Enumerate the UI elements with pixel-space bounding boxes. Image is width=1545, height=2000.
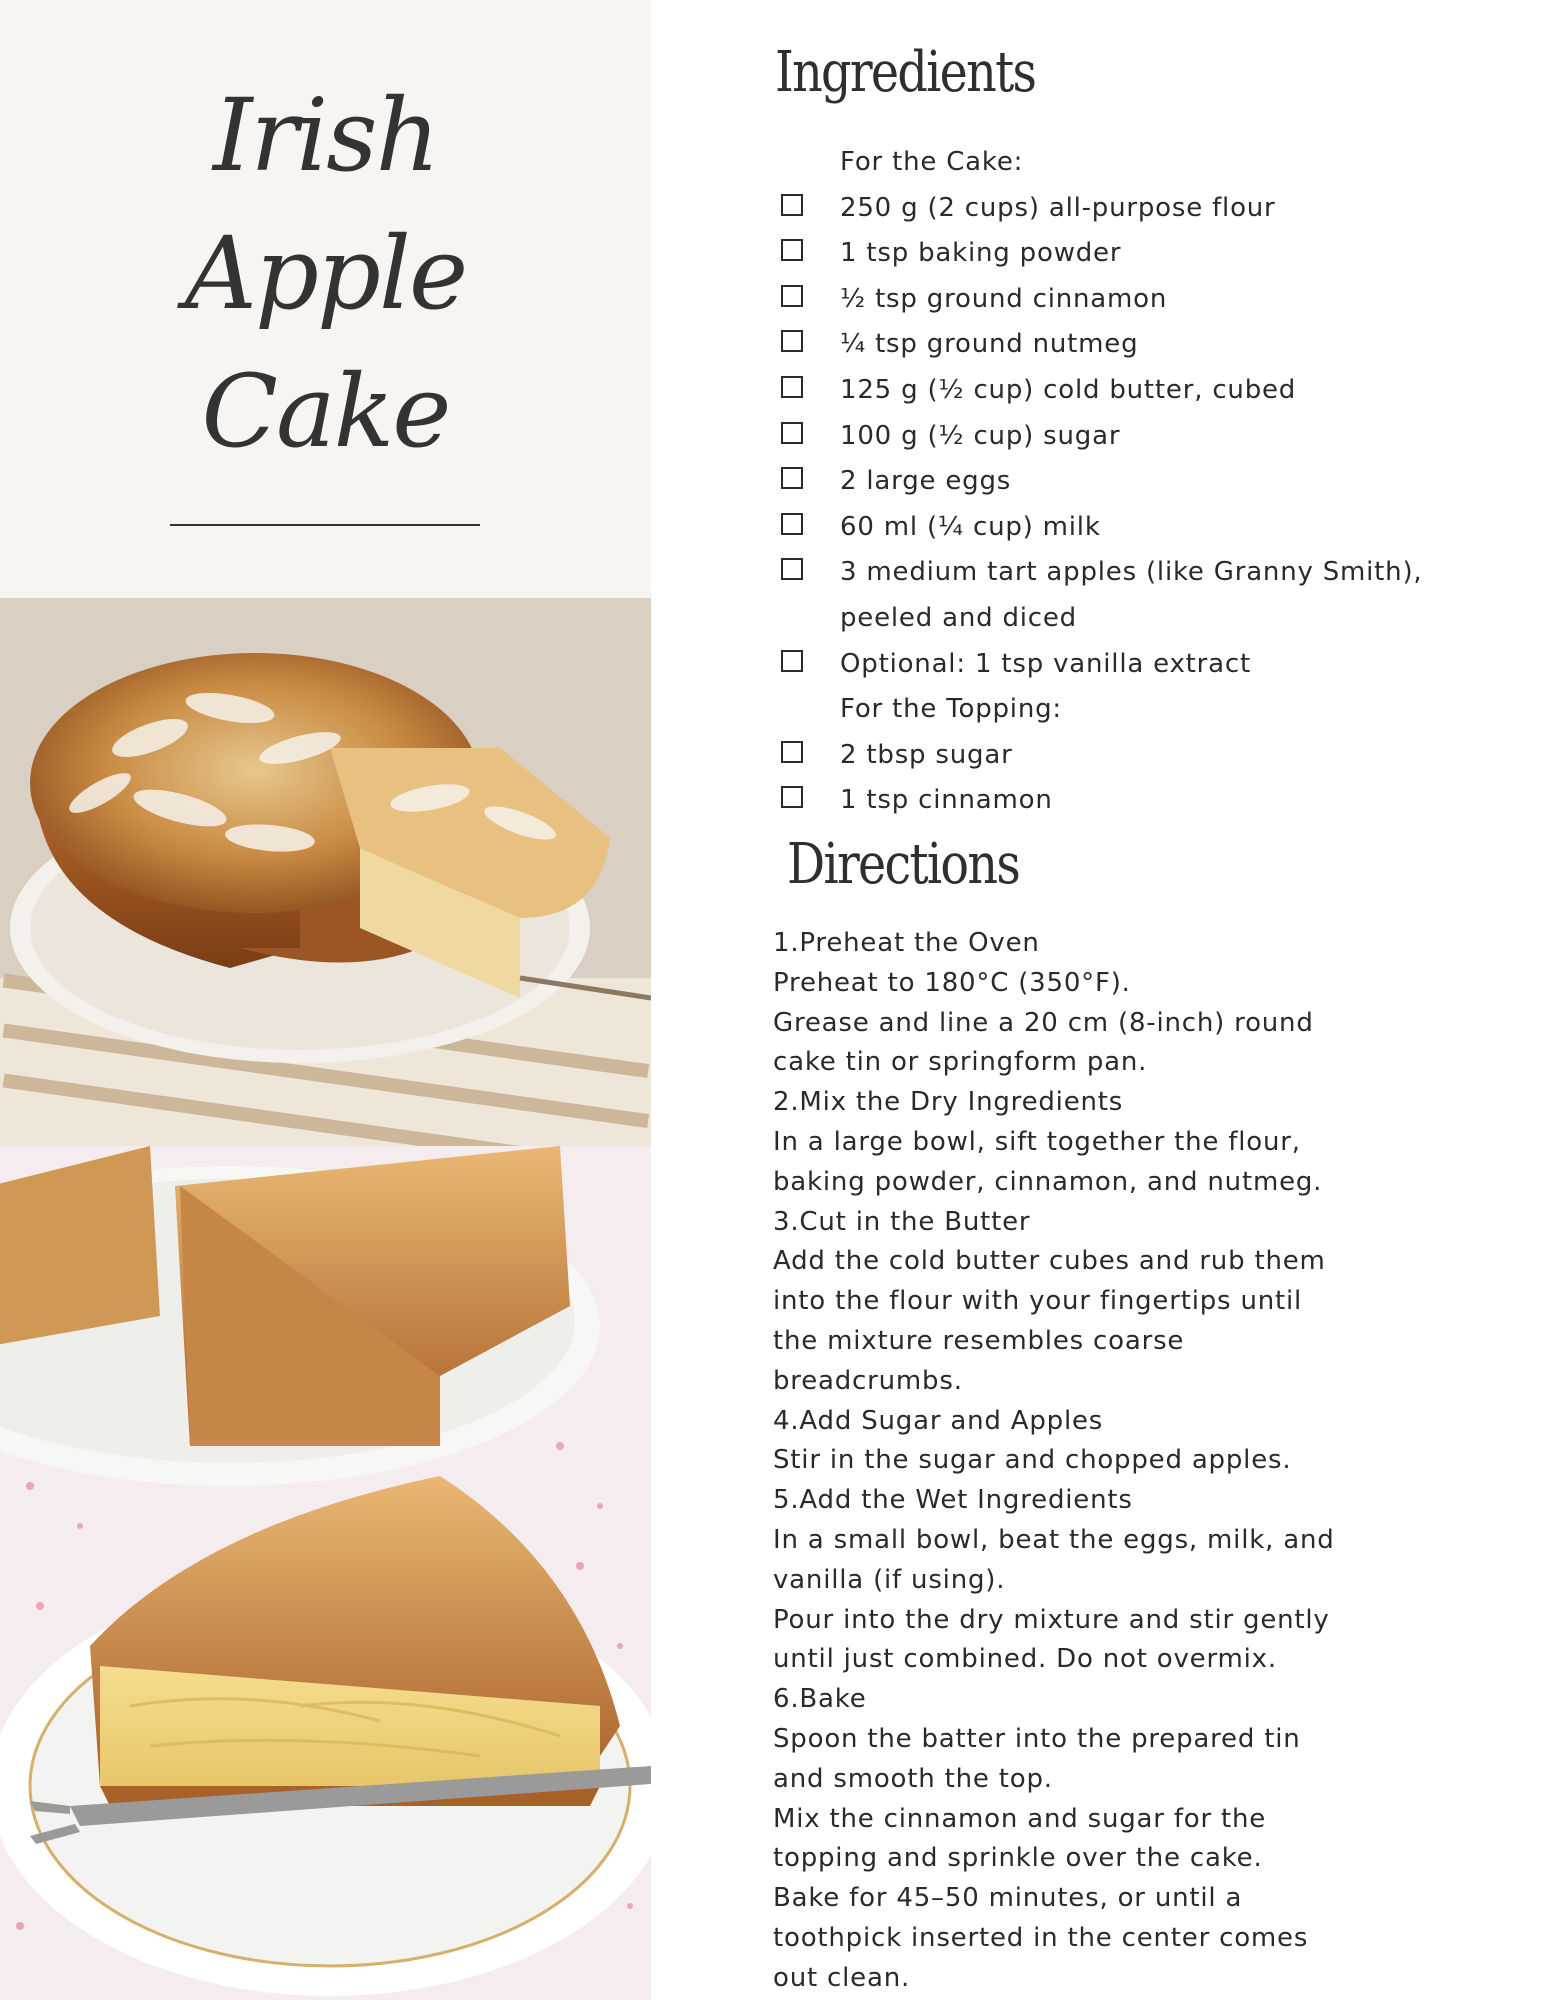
recipe-title-line-1: Irish — [212, 77, 438, 194]
direction-line: 2.Mix the Dry Ingredients — [773, 1087, 1124, 1118]
direction-line: cake tin or springform pan. — [773, 1047, 1148, 1078]
ingredient-text: 3 medium tart apples (like Granny Smith), — [840, 557, 1423, 588]
left-column — [0, 0, 651, 2000]
ingredient-text: 250 g (2 cups) all-purpose flour — [840, 192, 1276, 223]
direction-line: In a small bowl, beat the eggs, milk, and — [773, 1524, 1335, 1555]
direction-line: toothpick inserted in the center comes — [773, 1922, 1309, 1953]
apple-cake-whole-photo — [0, 598, 651, 1146]
direction-line: the mixture resembles coarse — [773, 1325, 1185, 1356]
direction-line: baking powder, cinnamon, and nutmeg. — [773, 1166, 1323, 1197]
ingredient-text: For the Topping: — [840, 694, 1062, 725]
ingredient-checkbox[interactable] — [781, 513, 803, 535]
direction-line: 5.Add the Wet Ingredients — [773, 1485, 1133, 1516]
ingredient-checkbox[interactable] — [781, 194, 803, 216]
direction-line: until just combined. Do not overmix. — [773, 1644, 1277, 1675]
ingredient-checkbox[interactable] — [781, 558, 803, 580]
ingredient-checkbox[interactable] — [781, 741, 803, 763]
ingredient-text: 2 tbsp sugar — [840, 739, 1013, 770]
recipe-title-line-3: Cake — [201, 353, 450, 470]
ingredient-text: 100 g (½ cup) sugar — [840, 420, 1121, 451]
ingredient-checkbox[interactable] — [781, 239, 803, 261]
apple-cake-slice-photo — [0, 1146, 651, 2000]
direction-line: vanilla (if using). — [773, 1564, 1006, 1595]
direction-line: Add the cold butter cubes and rub them — [773, 1246, 1326, 1277]
directions-list — [773, 924, 1333, 1999]
direction-line: 1.Preheat the Oven — [773, 928, 1040, 958]
direction-line: 6.Bake — [773, 1684, 867, 1715]
direction-line: into the flour with your fingertips until — [773, 1286, 1303, 1317]
ingredient-text: Optional: 1 tsp vanilla extract — [840, 648, 1251, 679]
direction-line: Grease and line a 20 cm (8-inch) round — [773, 1007, 1314, 1038]
ingredient-checkbox[interactable] — [781, 330, 803, 352]
direction-line: Bake for 45–50 minutes, or until a — [773, 1883, 1243, 1914]
right-column — [651, 0, 1545, 2000]
ingredient-text: peeled and diced — [840, 602, 1077, 633]
direction-line: Mix the cinnamon and sugar for the — [773, 1803, 1267, 1834]
ingredient-text: 2 large eggs — [840, 466, 1012, 497]
title-divider — [170, 524, 480, 526]
direction-line: out clean. — [773, 1962, 911, 1993]
direction-line: and smooth the top. — [773, 1763, 1053, 1794]
direction-line: Preheat to 180°C (350°F). — [773, 967, 1131, 998]
direction-line: 4.Add Sugar and Apples — [773, 1405, 1104, 1436]
ingredient-text: 60 ml (¼ cup) milk — [840, 511, 1101, 542]
recipe-title-line-2: Apple — [184, 215, 467, 332]
ingredient-text: For the Cake: — [840, 147, 1024, 177]
ingredient-text: ¼ tsp ground nutmeg — [840, 329, 1139, 360]
ingredient-text: 1 tsp baking powder — [840, 238, 1122, 269]
direction-line: Stir in the sugar and chopped apples. — [773, 1445, 1292, 1476]
title-block — [0, 0, 651, 598]
ingredients-heading: Ingredients — [775, 40, 1036, 105]
ingredient-checkbox[interactable] — [781, 285, 803, 307]
ingredient-checkbox[interactable] — [781, 786, 803, 808]
ingredient-checkbox[interactable] — [781, 650, 803, 672]
ingredient-checkbox[interactable] — [781, 422, 803, 444]
directions-heading: Directions — [787, 832, 1020, 897]
ingredient-checkbox[interactable] — [781, 376, 803, 398]
ingredient-text: ½ tsp ground cinnamon — [840, 283, 1168, 314]
direction-line: Pour into the dry mixture and stir gently — [773, 1604, 1330, 1635]
direction-line: In a large bowl, sift together the flour, — [773, 1126, 1301, 1157]
ingredient-text: 1 tsp cinnamon — [840, 785, 1053, 816]
direction-line: topping and sprinkle over the cake. — [773, 1843, 1263, 1874]
direction-line: Spoon the batter into the prepared tin — [773, 1723, 1301, 1754]
direction-line: 3.Cut in the Butter — [773, 1206, 1031, 1237]
ingredient-checkbox[interactable] — [781, 467, 803, 489]
ingredient-text: 125 g (½ cup) cold butter, cubed — [840, 374, 1297, 405]
direction-line: breadcrumbs. — [773, 1365, 963, 1396]
